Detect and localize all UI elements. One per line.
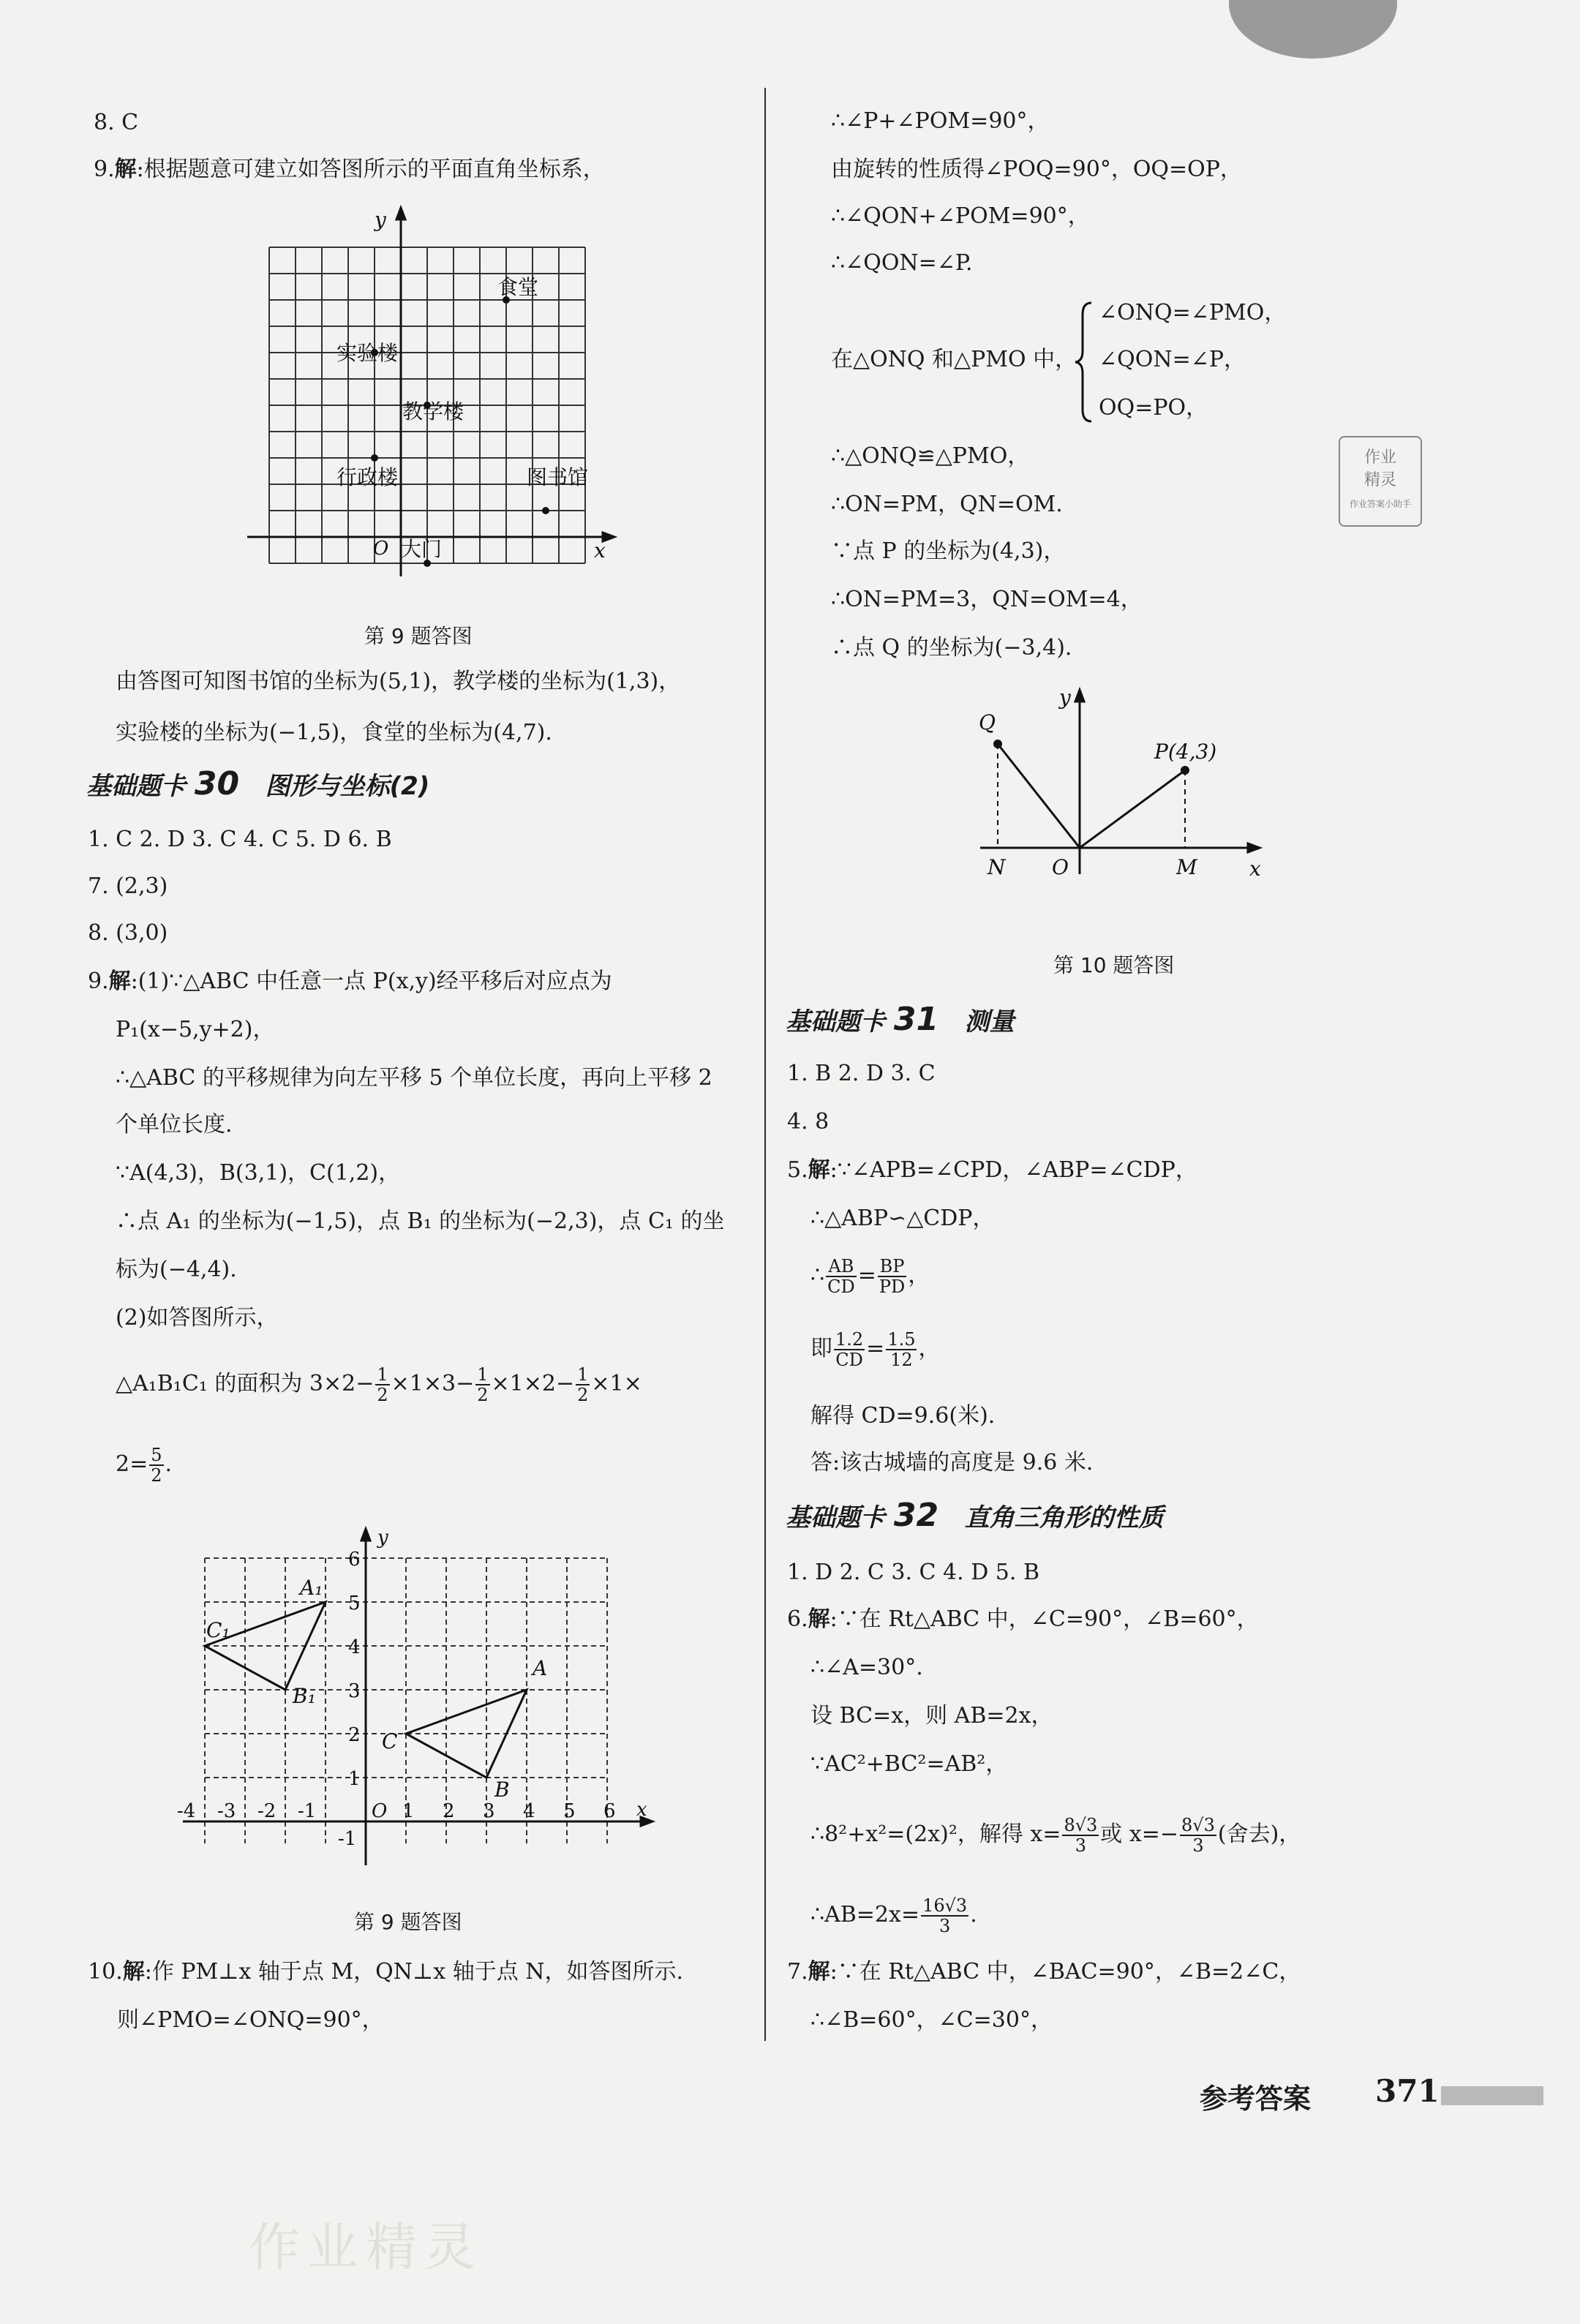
q6-line-5: ∴8²+x²=(2x)²，解得 x= $\frac{8√3}{3}$ 或 x=− $\frac{8√3}{3}$ (舍去)， — [810, 1815, 1301, 1856]
q10-line-2: 则∠PMO=∠ONQ=90°， — [117, 2007, 384, 2033]
system-eq-1: ∠ONQ=∠PMO， — [1099, 300, 1287, 326]
svg-text:A: A — [533, 1656, 548, 1680]
r-line-4: ∴∠QON=∠P. — [831, 250, 973, 276]
label-library: 图书馆 — [527, 465, 589, 489]
q5-line-6: 答:该古城墙的高度是 9.6 米. — [810, 1450, 1094, 1475]
svg-text:3: 3 — [348, 1680, 361, 1702]
answers-31: 1. B 2. D 3. C — [787, 1061, 936, 1086]
svg-text:-2: -2 — [257, 1800, 276, 1822]
r-line-8: ∴ON=PM=3，QN=OM=4， — [831, 587, 1143, 612]
q7-line-2: ∴∠B=60°，∠C=30°， — [810, 2007, 1053, 2033]
r-line-1: ∴∠P+∠POM=90°， — [831, 108, 1050, 134]
heading-card-30: 基础题卡 30 图形与坐标(2) — [86, 765, 430, 802]
q9b-line-3: ∴△ABC 的平移规律为向左平移 5 个单位长度，再向上平移 2 — [116, 1065, 712, 1091]
q5-ratio: ∴ $\frac{AB}{CD}$ = $\frac{BP}{PD}$ ， — [810, 1256, 930, 1297]
q9-line: 9.解:根据题意可建立如答图所示的平面直角坐标系， — [94, 157, 605, 182]
corner-smudge — [1229, 0, 1397, 59]
r-line-6: ∴ON=PM，QN=OM. — [831, 492, 1063, 517]
watermark: 作业精灵 — [249, 2217, 483, 2277]
q9b-line-7: 标为(−4,4). — [116, 1257, 237, 1282]
q6-line-4: ∵AC²+BC²=AB²， — [810, 1751, 1008, 1777]
answer-7: 7. (2,3) — [88, 873, 168, 899]
app-stamp: 作业 精灵 作业答案小助手 — [1339, 436, 1422, 527]
footer-bar — [1441, 2086, 1543, 2105]
svg-text:B: B — [494, 1778, 510, 1802]
svg-text:5: 5 — [348, 1592, 361, 1614]
page-number: 371 — [1375, 2073, 1440, 2109]
q5-line-2: ∴△ABP∽△CDP， — [810, 1206, 995, 1231]
q9b-line-6: ∴点 A₁ 的坐标为(−1,5)，点 B₁ 的坐标为(−2,3)，点 C₁ 的坐 — [116, 1208, 725, 1234]
q9b-line-8: (2)如答图所示， — [116, 1305, 279, 1331]
q9b-line-2: P₁(x−5,y+2)， — [116, 1017, 275, 1042]
svg-text:y: y — [377, 1527, 388, 1549]
label-teaching: 教学楼 — [402, 399, 464, 424]
svg-text:1: 1 — [402, 1800, 415, 1822]
footer-label: 参考答案 — [1200, 2083, 1312, 2115]
area-formula-2: 2= $\frac{5}{2}$ . — [116, 1445, 173, 1486]
heading-card-32: 基础题卡 32 直角三角形的性质 — [786, 1497, 1164, 1534]
r-line-9: ∴点 Q 的坐标为(−3,4). — [831, 635, 1072, 661]
svg-text:P(4,3): P(4,3) — [1154, 740, 1217, 764]
fig9b-caption: 第 9 题答图 — [354, 1910, 462, 1934]
q5-line-1: 5.解:∵∠APB=∠CPD，∠ABP=∠CDP， — [787, 1157, 1197, 1183]
label-lab: 实验楼 — [336, 341, 399, 365]
svg-text:6: 6 — [348, 1549, 361, 1571]
system-intro: 在△ONQ 和△PMO 中， — [831, 347, 1077, 372]
system-brace — [1072, 300, 1094, 424]
svg-text:B₁: B₁ — [293, 1684, 316, 1708]
r-line-7: ∵点 P 的坐标为(4,3)， — [831, 538, 1066, 564]
q6-line-2: ∴∠A=30°. — [810, 1655, 923, 1680]
svg-text:2: 2 — [348, 1724, 361, 1746]
p-coords-1: 由答图可知图书馆的坐标为(5,1)，教学楼的坐标为(1,3)， — [116, 669, 681, 694]
svg-text:C₁: C₁ — [206, 1618, 230, 1642]
answer-8b: 8. (3,0) — [88, 920, 168, 946]
q9b-line-1: 9.解:(1)∵△ABC 中任意一点 P(x,y)经平移后对应点为 — [88, 969, 612, 994]
column-divider — [764, 88, 766, 2041]
label-admin: 行政楼 — [336, 465, 399, 489]
area-formula-1: △A₁B₁C₁ 的面积为 3×2− $\frac{1}{2}$ ×1×3− $\frac{1}{2}$ ×1×2− $\frac{1}{2}$ ×1× — [116, 1364, 642, 1405]
svg-text:1: 1 — [348, 1768, 361, 1790]
fig9-y-label: y — [375, 208, 386, 232]
q5-line-5: 解得 CD=9.6(米). — [810, 1403, 996, 1429]
svg-text:-4: -4 — [177, 1800, 196, 1822]
svg-text:x: x — [636, 1799, 647, 1821]
p-coords-2: 实验楼的坐标为(−1,5)，食堂的坐标为(4,7). — [116, 720, 552, 745]
q9b-line-4: 个单位长度. — [116, 1112, 233, 1137]
svg-text:-1: -1 — [338, 1828, 357, 1850]
heading-card-31: 基础题卡 31 测量 — [786, 1001, 1015, 1038]
q6-line-3: 设 BC=x，则 AB=2x， — [810, 1703, 1053, 1729]
answer-8: 8. C — [94, 110, 139, 135]
label-gate: 大门 — [401, 537, 443, 561]
label-canteen: 食堂 — [497, 275, 539, 299]
svg-text:2: 2 — [443, 1800, 455, 1822]
svg-text:O: O — [372, 1800, 388, 1822]
q10-line-1: 10.解:作 PM⊥x 轴于点 M，QN⊥x 轴于点 N，如答图所示. — [88, 1959, 684, 1985]
fig9-translation-grid — [177, 1522, 666, 1873]
answers-30: 1. C 2. D 3. C 4. C 5. D 6. B — [88, 827, 392, 852]
q6-line-6: ∴AB=2x= $\frac{16√3}{3}$ . — [810, 1895, 977, 1936]
system-eq-3: OQ=PO， — [1099, 395, 1208, 421]
svg-text:A₁: A₁ — [300, 1576, 323, 1600]
svg-text:M: M — [1176, 855, 1197, 879]
svg-text:-3: -3 — [217, 1800, 236, 1822]
r-line-3: ∴∠QON+∠POM=90°， — [831, 203, 1090, 229]
fig9-x-label: x — [594, 538, 606, 563]
svg-text:N: N — [988, 855, 1006, 879]
svg-text:C: C — [382, 1729, 398, 1753]
fig10-caption: 第 10 题答图 — [1053, 953, 1175, 977]
svg-text:4: 4 — [348, 1636, 361, 1658]
q7-line-1: 7.解:∵在 Rt△ABC 中，∠BAC=90°，∠B=2∠C， — [787, 1959, 1301, 1985]
q9b-line-5: ∵A(4,3)，B(3,1)，C(1,2)， — [116, 1160, 401, 1186]
svg-text:y: y — [1059, 685, 1071, 710]
svg-text:4: 4 — [523, 1800, 535, 1822]
svg-text:x: x — [1249, 857, 1261, 881]
svg-text:O: O — [1052, 855, 1069, 879]
r-line-2: 由旋转的性质得∠POQ=90°，OQ=OP， — [831, 157, 1242, 182]
fig10-rotation — [973, 677, 1280, 896]
system-eq-2: ∠QON=∠P， — [1099, 347, 1246, 372]
fig9-origin: O — [373, 538, 389, 560]
q5-ratio-values: 即 $\frac{1.2}{CD}$ = $\frac{1.5}{12}$ ， — [810, 1329, 941, 1370]
q6-line-1: 6.解:∵在 Rt△ABC 中，∠C=90°，∠B=60°， — [787, 1606, 1259, 1632]
svg-text:5: 5 — [563, 1800, 576, 1822]
svg-text:3: 3 — [483, 1800, 495, 1822]
svg-text:-1: -1 — [298, 1800, 317, 1822]
svg-text:Q: Q — [979, 710, 996, 734]
answer-4: 4. 8 — [787, 1109, 830, 1135]
answers-32: 1. D 2. C 3. C 4. D 5. B — [787, 1560, 1039, 1585]
fig9-caption: 第 9 题答图 — [364, 624, 473, 648]
svg-text:6: 6 — [603, 1800, 616, 1822]
fig9-campus-grid — [241, 198, 622, 578]
r-line-5: ∴△ONQ≌△PMO， — [831, 443, 1030, 469]
